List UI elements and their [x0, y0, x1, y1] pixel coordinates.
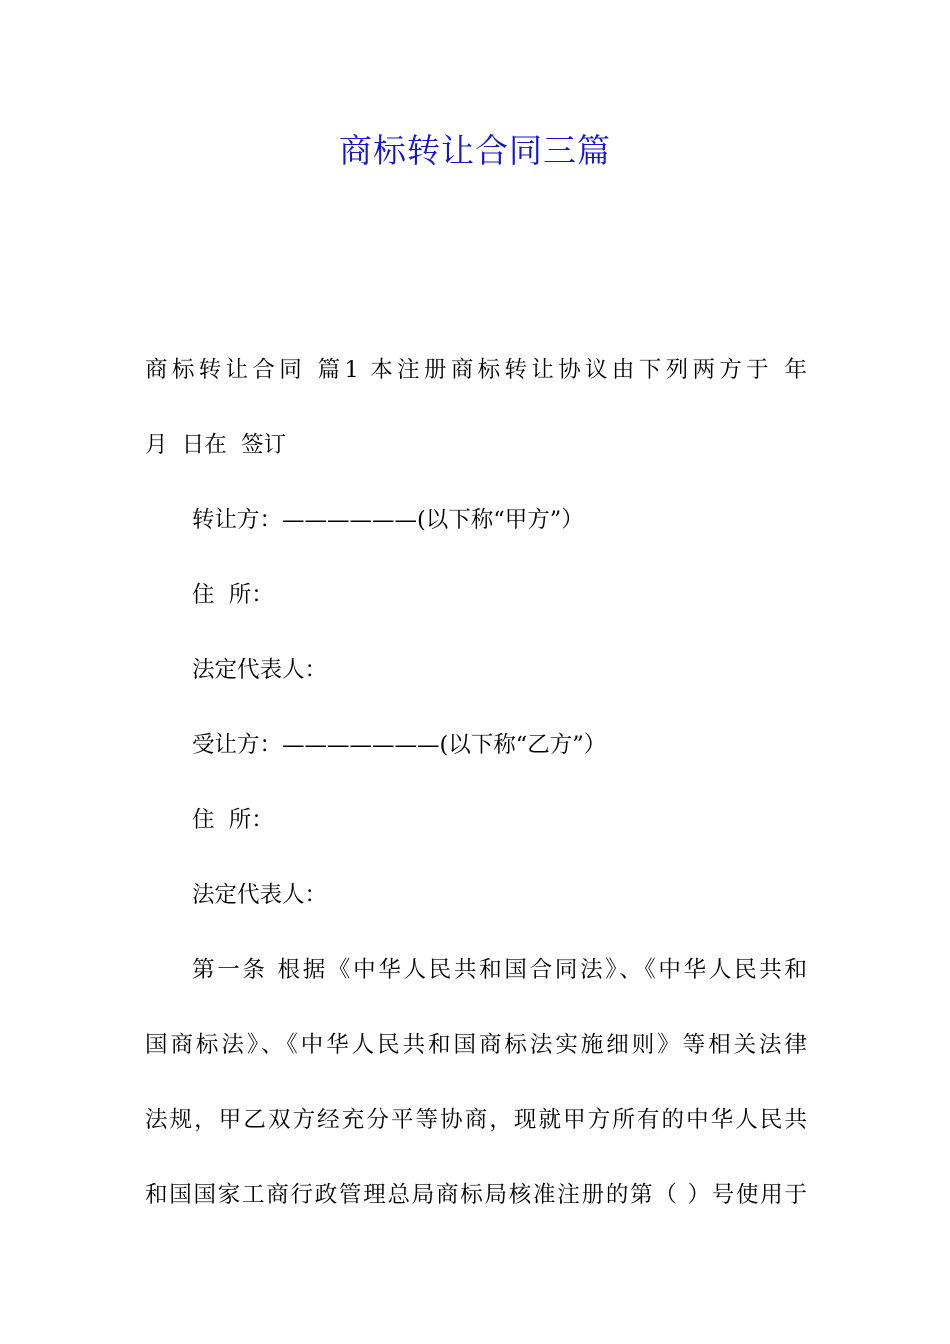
transferor-address-line: 住 所： [192, 582, 274, 608]
article-one-line: 国商标法》、《中华人民共和国商标法实施细则》等相关法律 [145, 1032, 807, 1058]
transferor-representative-line: 法定代表人： [192, 657, 328, 683]
transferor-line: 转让方：——————(以下称“甲方”） [192, 507, 584, 533]
document-body [145, 333, 807, 1233]
paragraph-line: 月 日在 签订 [145, 432, 287, 458]
document-title: 商标转让合同三篇 [339, 131, 611, 170]
article-one-line: 法规，甲乙双方经充分平等协商，现就甲方所有的中华人民共 [145, 1107, 807, 1133]
transferee-line: 受让方：———————(以下称“乙方”） [192, 732, 607, 758]
transferee-representative-line: 法定代表人： [192, 882, 328, 908]
article-one-line: 和国国家工商行政管理总局商标局核准注册的第（ ）号使用于 [145, 1182, 807, 1208]
article-one-line: 第一条 根据《中华人民共和国合同法》、《中华人民共和 [192, 957, 807, 983]
transferee-address-line: 住 所： [192, 807, 274, 833]
paragraph-line: 商标转让合同 篇1 本注册商标转让协议由下列两方于 年 [145, 357, 807, 383]
